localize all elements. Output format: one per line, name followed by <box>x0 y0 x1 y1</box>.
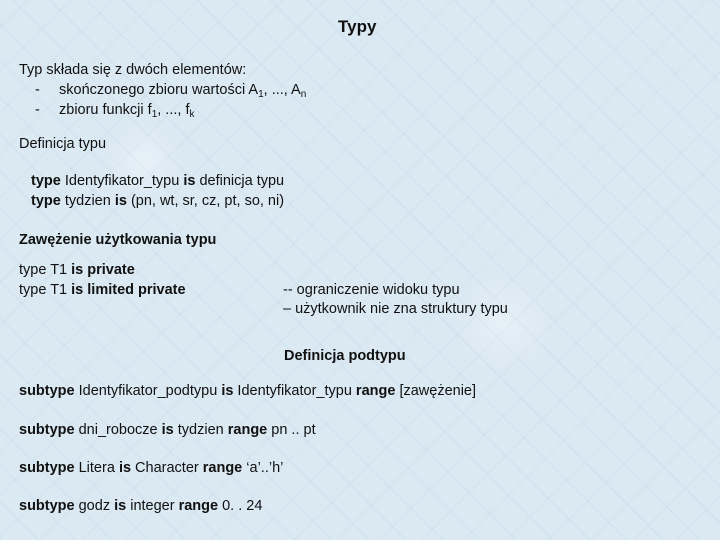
section-heading-definicja-typu: Definicja typu <box>19 136 107 152</box>
keyword: range <box>227 422 268 438</box>
code-text: Identyfikator_typu <box>233 383 356 399</box>
code-text: ‘a’..’h’ <box>242 460 284 476</box>
keyword: is <box>118 460 132 476</box>
comment-line: -- ograniczenie widoku typu <box>283 282 460 298</box>
keyword: is <box>114 498 127 514</box>
code-text: godz <box>74 498 115 514</box>
subscript: 1 <box>151 109 158 120</box>
keyword: type <box>31 173 61 189</box>
keyword: subtype <box>19 460 75 476</box>
code-text: Litera <box>74 460 119 476</box>
code-text: tydzien <box>173 422 228 438</box>
keyword: is <box>221 383 234 399</box>
code-line <box>31 193 284 209</box>
code-line <box>19 383 476 399</box>
intro-line: Typ składa się z dwóch elementów: <box>19 62 247 78</box>
intro-item-2-text: zbioru funkcji f <box>59 102 152 118</box>
keyword: subtype <box>19 498 75 514</box>
intro-item-1 <box>35 82 306 98</box>
section-heading-zawezenie: Zawężenie użytkowania typu <box>19 232 217 248</box>
code-text: pn .. pt <box>267 422 316 438</box>
comment-line: – użytkownik nie zna struktury typu <box>283 301 508 317</box>
slide-title: Typy <box>338 17 377 36</box>
keyword: type <box>19 262 47 278</box>
keyword: is private <box>71 262 135 278</box>
section-heading-definicja-podtypu: Definicja podtypu <box>284 348 406 364</box>
code-line <box>19 262 135 278</box>
keyword: range <box>355 383 396 399</box>
keyword: subtype <box>19 383 75 399</box>
intro-item-2-mid: , ..., f <box>157 102 190 118</box>
keyword: is <box>161 422 174 438</box>
code-text: tydzien <box>60 193 115 209</box>
subscript: k <box>189 109 195 120</box>
code-text: Identyfikator_podtypu <box>74 383 222 399</box>
code-text: definicja typu <box>195 173 285 189</box>
code-line <box>19 422 316 438</box>
code-text: T1 <box>46 282 72 298</box>
keyword: range <box>202 460 243 476</box>
keyword: is limited private <box>71 282 186 298</box>
keyword: type <box>19 282 47 298</box>
bullet-dash: - <box>35 82 40 98</box>
keyword: is <box>114 193 127 209</box>
code-text: [zawężenie] <box>395 383 477 399</box>
code-text: integer <box>126 498 179 514</box>
subscript: n <box>300 89 307 100</box>
code-line <box>19 282 186 298</box>
intro-item-1-mid: , ..., A <box>263 82 301 98</box>
code-text: dni_robocze <box>74 422 162 438</box>
code-text: Identyfikator_typu <box>60 173 184 189</box>
intro-item-2 <box>35 102 194 118</box>
intro-item-1-text: skończonego zbioru wartości A <box>59 82 259 98</box>
keyword: is <box>183 173 196 189</box>
code-text: Character <box>131 460 203 476</box>
code-text: T1 <box>46 262 72 278</box>
code-line <box>19 498 262 514</box>
subscript: 1 <box>258 89 264 100</box>
keyword: subtype <box>19 422 75 438</box>
code-line <box>19 460 283 476</box>
keyword: type <box>31 193 61 209</box>
code-text: (pn, wt, sr, cz, pt, so, ni) <box>126 193 285 209</box>
code-line <box>31 173 284 189</box>
keyword: range <box>178 498 219 514</box>
code-text: 0. . 24 <box>218 498 263 514</box>
bullet-dash: - <box>35 102 40 118</box>
